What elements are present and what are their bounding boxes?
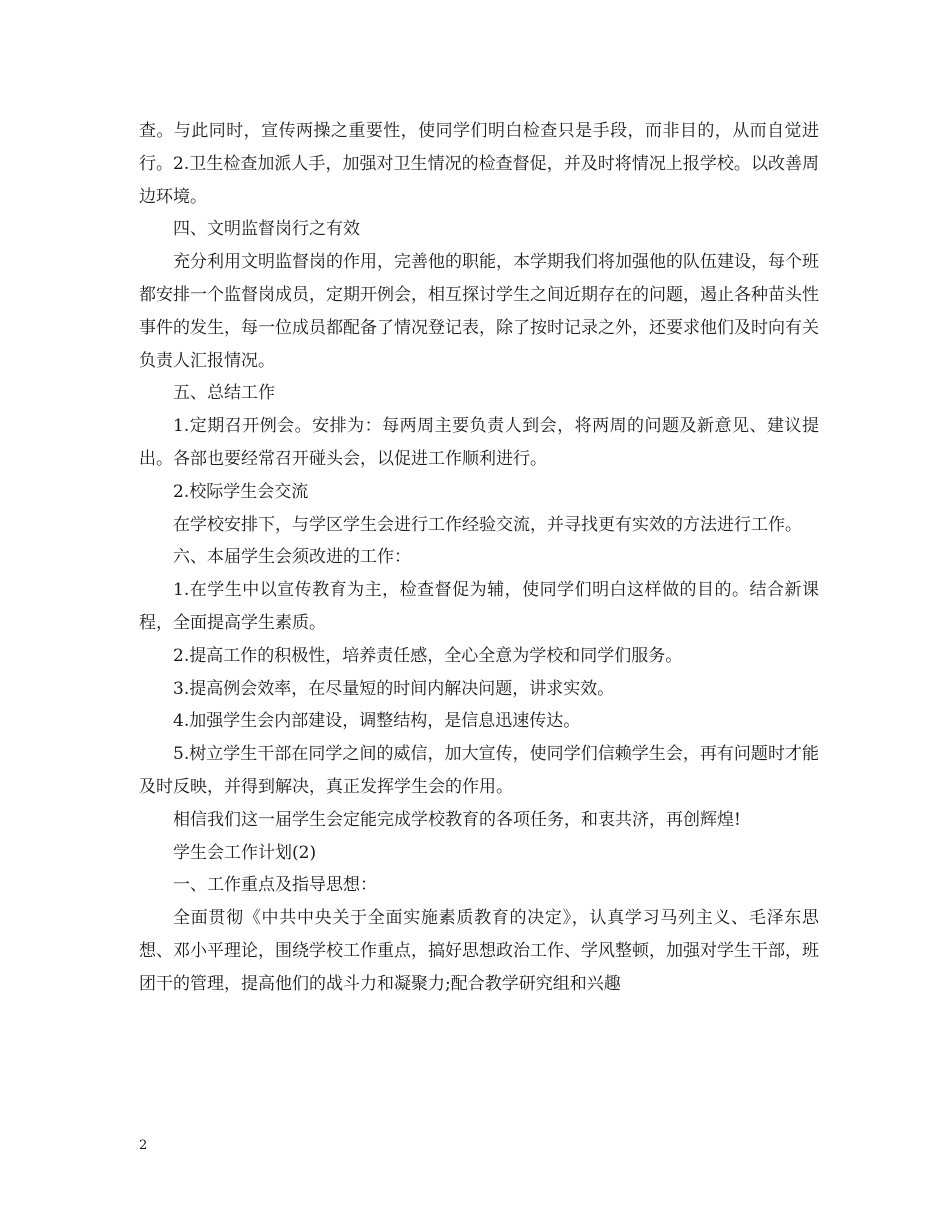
section-heading-6: 六、本届学生会须改进的工作： bbox=[173, 547, 411, 568]
section-heading-5: 五、总结工作 bbox=[173, 383, 275, 404]
paragraph: 充分利用文明监督岗的作用，完善他的职能，本学期我们将加强他的队伍建设，每个班都安排一个监督岗成员，定期开例会，相互探讨学生之间近期存在的问题，遏止各种苗头性事件的发生，每一位成员都配备了情况登记表，除了按时记录之外，还要求他们及时向有关负责人汇报情况。 bbox=[139, 252, 819, 371]
page-number: 2 bbox=[139, 1138, 148, 1153]
paragraph: 在学校安排下，与学区学生会进行工作经验交流，并寻找更有实效的方法进行工作。 bbox=[173, 514, 802, 535]
paragraph-continuation: 查。与此同时，宣传两操之重要性，使同学们明白检查只是手段，而非目的，从而自觉进行。2.卫生检查加派人手，加强对卫生情况的检查督促，并及时将情况上报学校。以改善周边环境。 bbox=[139, 121, 819, 207]
list-item: 3.提高例会效率，在尽量短的时间内解决问题，讲求实效。 bbox=[173, 678, 615, 699]
list-item: 2.提高工作的积极性，培养责任感，全心全意为学校和同学们服务。 bbox=[173, 645, 683, 666]
document-body bbox=[139, 115, 819, 1001]
list-item: 5.树立学生干部在同学之间的威信，加大宣传，使同学们信赖学生会，再有问题时才能及时反映，并得到解决，真正发挥学生会的作用。 bbox=[139, 744, 819, 797]
section-heading-4: 四、文明监督岗行之有效 bbox=[173, 219, 360, 240]
paragraph: 全面贯彻《中共中央关于全面实施素质教育的决定》，认真学习马列主义、毛泽东思想、邓小平理论，围绕学校工作重点，搞好思想政治工作、学风整顿，加强对学生干部，班团干的管理，提高他们的战斗力和凝聚力;配合教学研究组和兴趣 bbox=[139, 908, 819, 994]
list-item: 4.加强学生会内部建设，调整结构，是信息迅速传达。 bbox=[173, 711, 581, 732]
sub-heading: 2.校际学生会交流 bbox=[173, 481, 309, 502]
paragraph: 1.定期召开例会。安排为：每两周主要负责人到会，将两周的问题及新意见、建议提出。各部也要经常召开碰头会，以促进工作顺利进行。 bbox=[139, 416, 819, 469]
list-item: 1.在学生中以宣传教育为主，检查督促为辅，使同学们明白这样做的目的。结合新课程，全面提高学生素质。 bbox=[139, 580, 819, 633]
document-subtitle: 学生会工作计划(2) bbox=[173, 842, 317, 863]
paragraph: 相信我们这一届学生会定能完成学校教育的各项任务，和衷共济，再创辉煌! bbox=[173, 809, 741, 830]
section-heading-1: 一、工作重点及指导思想： bbox=[173, 875, 377, 896]
